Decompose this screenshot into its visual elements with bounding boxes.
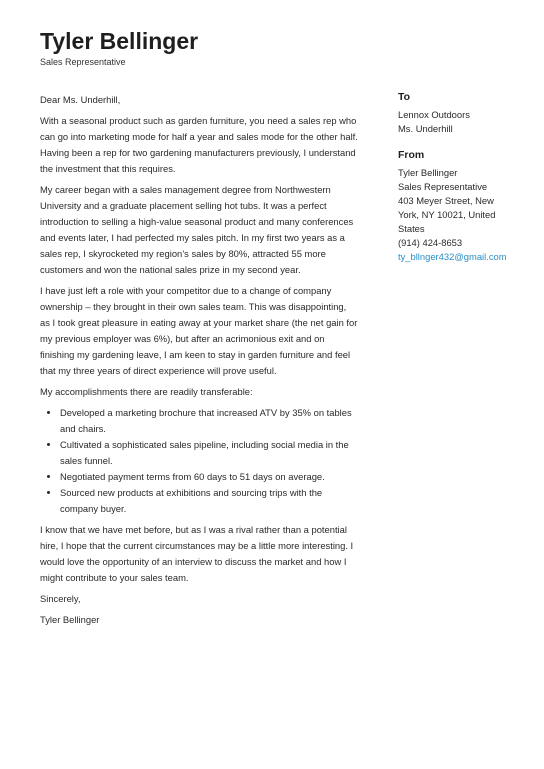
from-heading: From [398,149,425,161]
letter-body [40,92,358,633]
signature: Tyler Bellinger [40,614,100,625]
paragraph-closing: I know that we have met before, but as I was a rival rather than a potential hire, I hope that the current circumstances may be a little more interesting. I would love the opportunity of an interview to discuss the market and how I might contribute to your sales team. [40,524,354,583]
sender-title: Sales Representative [398,181,488,192]
sender-address: 403 Meyer Street, New York, NY 10021, United States [398,195,496,234]
recipient-company: Lennox Outdoors [398,109,470,120]
applicant-role: Sales Representative [40,57,126,67]
to-heading: To [398,91,411,103]
letter-header [40,28,198,67]
list-item: • Developed a marketing brochure that increased ATV by 35% on tables and chairs. [60,405,358,437]
paragraph-accomplishments-intro: My accomplishments there are readily transferable: [40,386,253,397]
recipient-block [398,90,516,136]
list-item: • Cultivated a sophisticated sales pipeline, including social media in the sales funnel. [60,437,358,469]
paragraph-intro: With a seasonal product such as garden furniture, you need a sales rep who can go into marketing mode for half a year and sales mode for the other half. Having been a rep for two gardening manufacturers previously, I understand the investment that this requires. [40,115,358,174]
sidebar [398,90,516,276]
sender-email-link[interactable]: ty_bllnger432@gmail.com [398,251,507,262]
applicant-name: Tyler Bellinger [40,28,199,54]
list-item: • Sourced new products at exhibitions and sourcing trips with the company buyer. [60,485,358,517]
recipient-name: Ms. Underhill [398,123,453,134]
paragraph-career: My career began with a sales management degree from Northwestern University and a graduate placement selling hot tubs. It was a perfect introduction to selling a high-value seasonal product and many conferences and events later, I had perfected my sales pitch. In my first two years as a sales rep, I skyrocketed my region’s sales by 80%, attracted 55 more customers and won the national sales prize in my second year. [40,184,354,275]
list-item: • Negotiated payment terms from 60 days to 51 days on average. [60,469,358,485]
accomplishments-list [40,405,358,517]
sender-block [398,148,516,264]
sender-name: Tyler Bellinger [398,167,458,178]
paragraph-previous-role: I have just left a role with your competitor due to a change of company ownership – they brought in their own sales team. This was disappointing, as I took great pleasure in eating away at your market share (the net gain for my previous employer was 6%), but after an acrimonious exit and on finishing my gardening leave, I am keen to stay in garden furniture and feel that my three years of direct experience will prove useful. [40,285,358,376]
greeting: Dear Ms. Underhill, [40,94,121,105]
signoff: Sincerely, [40,593,81,604]
sender-phone: (914) 424-8653 [398,237,463,248]
